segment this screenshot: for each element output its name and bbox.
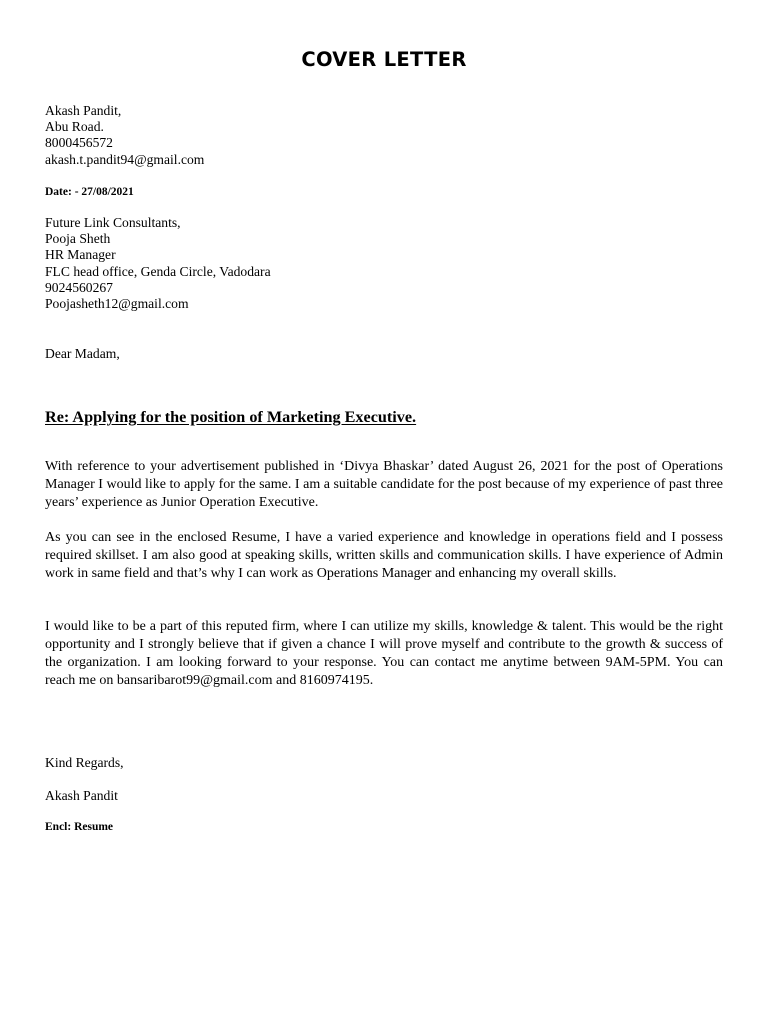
recipient-email: Poojasheth12@gmail.com xyxy=(45,296,189,312)
closing: Kind Regards, xyxy=(45,755,124,770)
sender-address: Abu Road. xyxy=(45,119,104,135)
recipient-address: FLC head office, Genda Circle, Vadodara xyxy=(45,263,271,279)
recipient-company: Future Link Consultants, xyxy=(45,215,181,230)
recipient-phone: 9024560267 xyxy=(45,279,113,295)
salutation: Dear Madam, xyxy=(45,346,120,361)
body-paragraph-3: I would like to be a part of this reputed firm, where I can utilize my skills, knowledge & talent. This would be the right opportunity and I strongly believe that if given a chance I will prove myself and contribute to the growth & success of the organization. I am looking forward to your response. You can contact me anytime between 9AM-5PM. You can reach me on bansaribarot99@gmail.com and 8160974195. xyxy=(45,619,723,688)
body-paragraph-2: As you can see in the enclosed Resume, I have a varied experience and knowledge in operations field and I possess required skillset. I am also good at speaking skills, written skills and communication skills. I have experience of Admin work in same field and that’s why I can work as Operations Manager and enhancing my overall skills. xyxy=(45,530,723,581)
recipient-address-block xyxy=(45,215,723,312)
sender-name: Akash Pandit, xyxy=(45,103,122,118)
signature-name: Akash Pandit xyxy=(45,788,118,803)
sender-phone: 8000456572 xyxy=(45,135,113,151)
letter-body-3 xyxy=(45,618,723,690)
body-paragraph-1: With reference to your advertisement published in ‘Divya Bhaskar’ dated August 26, 2021 for the post of Operations Manager I would like to apply for the same. I am a suitable candidate for the post because of my experience of past three years’ experience as Junior Operation Executive. xyxy=(45,459,723,510)
letter-date: Date: - 27/08/2021 xyxy=(45,186,134,198)
letter-body-2 xyxy=(45,529,723,583)
subject-line: Re: Applying for the position of Marketing Executive. xyxy=(45,408,417,426)
sender-email: akash.t.pandit94@gmail.com xyxy=(45,151,205,167)
recipient-role: HR Manager xyxy=(45,247,116,263)
enclosure-note: Encl: Resume xyxy=(45,821,114,833)
recipient-name: Pooja Sheth xyxy=(45,231,111,247)
sender-address-block xyxy=(45,103,723,168)
letter-body xyxy=(45,458,723,512)
document-title: COVER LETTER xyxy=(301,48,467,71)
